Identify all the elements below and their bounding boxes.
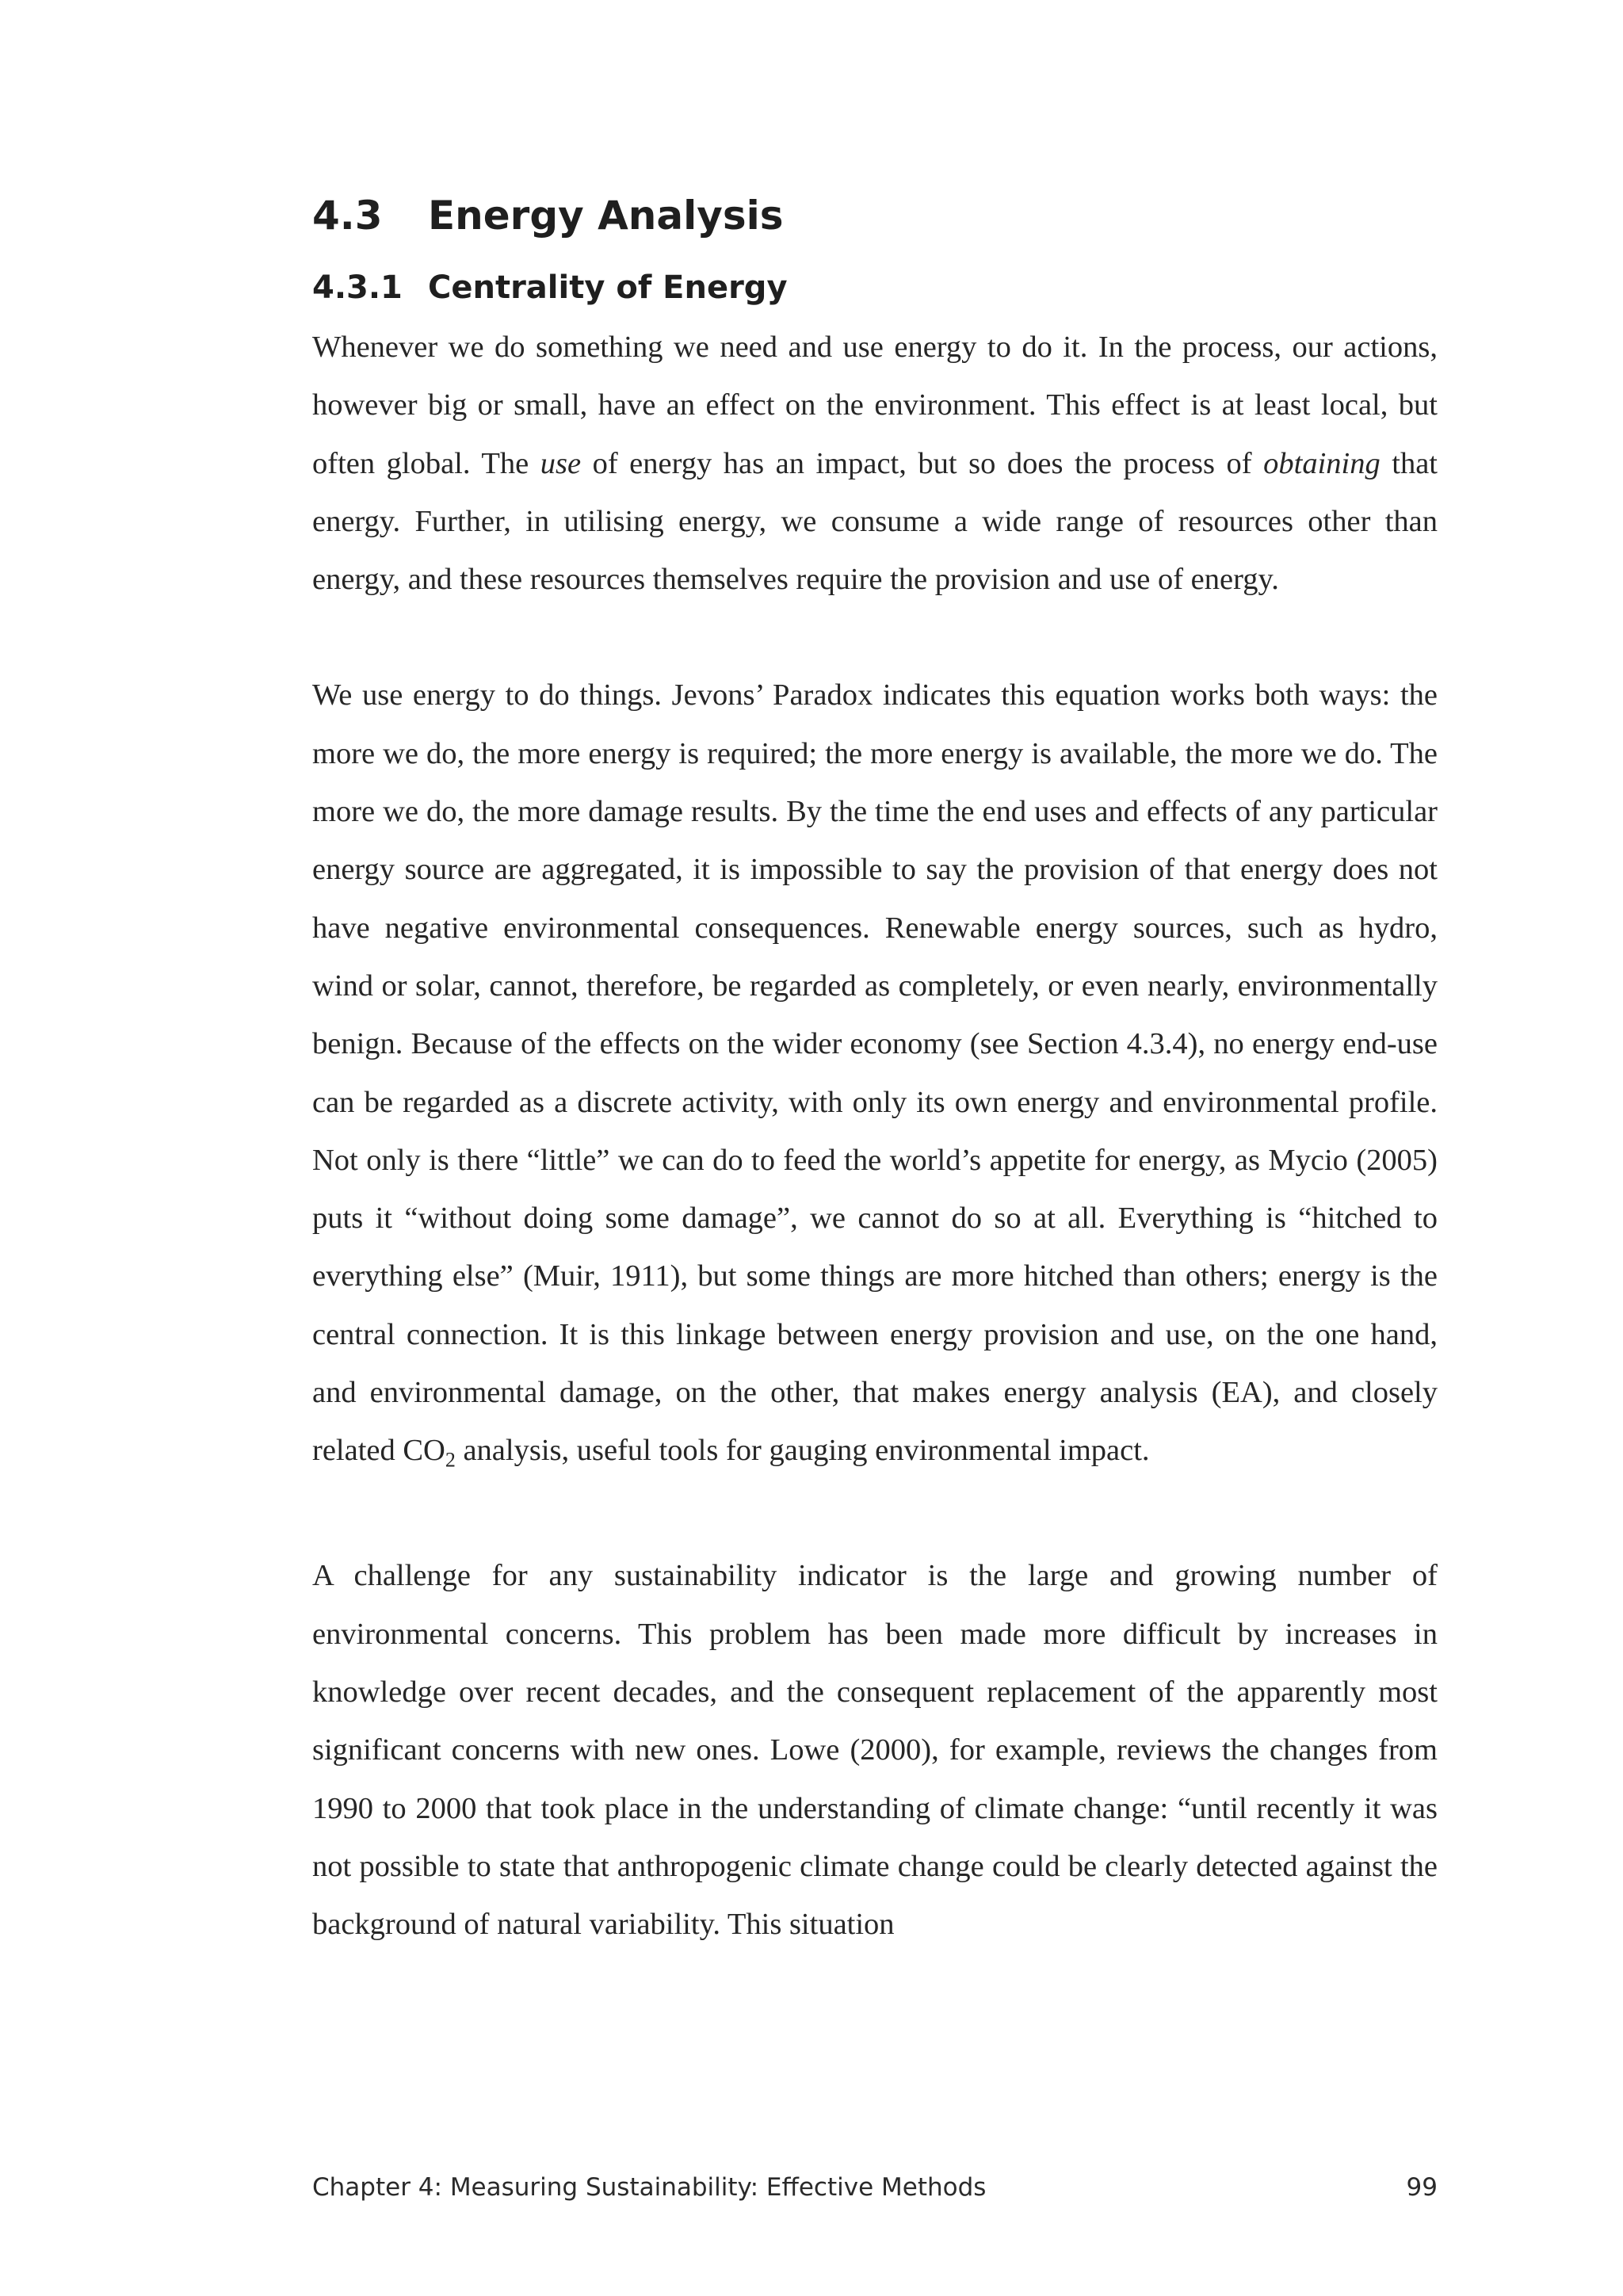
paragraph-1-emphasis-use: use [540,446,582,480]
page-content [312,184,1438,1954]
paragraph-1-text-c: that energy. Further, in utilising energy, we consume a wide range of resources other than energy, and these resources themselves require the provision and use of energy. [312,446,1438,597]
paragraph-3 [312,1547,1438,1954]
subsection-number: 4.3.1 [312,269,403,306]
paragraph-3-text: A challenge for any sustainability indicator is the large and growing number of environmental concerns. This problem has been made more difficult by increases in knowledge over recent decades, and the consequent replacement of the apparently most significant concerns with new ones. Lowe (2000), for example, reviews the changes from 1990 to 2000 that took place in the understanding of climate change: “until recently it was not possible to state that anthropogenic climate change could be clearly detected against the background of natural variability. This situation [312,1559,1438,1942]
paragraph-2-text-a: We use energy to do things. Jevons’ Paradox indicates this equation works both ways: the more we do, the more energy is required; the more energy is available, the more we do. The more we do, the more damage results. By the time the end uses and effects of any particular energy source are aggregated, it is impossible to say the provision of that energy does not have negative environmental consequences. Renewable energy sources, such as hydro, wind or solar, cannot, therefore, be regarded as completely, or even nearly, environmentally benign. Because of the effects on the wider economy (see Section 4.3.4), no energy end-use can be regarded as a discrete activity, with only its own energy and environmental profile. Not only is there “little” we can do to feed the world’s appetite for energy, as Mycio (2005) puts it “without doing some damage”, we cannot do so at all. Everything is “hitched to everything else” (Muir, 1911), but some things are more hitched than others; energy is the central connection. It is this linkage between energy provision and use, on the one hand, and environmental damage, on the other, that makes energy analysis (EA), and closely related CO [312,678,1438,1468]
page-footer [312,2168,1438,2207]
subsection-title: Centrality of Energy [428,269,788,306]
page-number: 99 [1406,2173,1438,2202]
footer-chapter-title: Chapter 4: Measuring Sustainability: Effective Methods [312,2173,987,2202]
section-title: Energy Analysis [428,193,784,239]
paragraph-1-text-a: Whenever we do something we need and use energy to do it. In the process, our actions, however big or small, have an effect on the environment. This effect is at least local, but often global. The [312,330,1438,480]
paragraph-2-subscript: 2 [445,1449,456,1473]
section-number: 4.3 [312,193,383,239]
paragraph-1 [312,319,1438,609]
paragraph-1-emphasis-obtaining: obtaining [1263,446,1381,480]
section-heading [312,184,1438,247]
subsection-heading [312,258,1438,317]
paragraph-1-text-b: of energy has an impact, but so does the process of [581,446,1264,480]
paragraph-2 [312,667,1438,1489]
paragraph-2-text-b: analysis, useful tools for gauging environmental impact. [455,1434,1150,1468]
